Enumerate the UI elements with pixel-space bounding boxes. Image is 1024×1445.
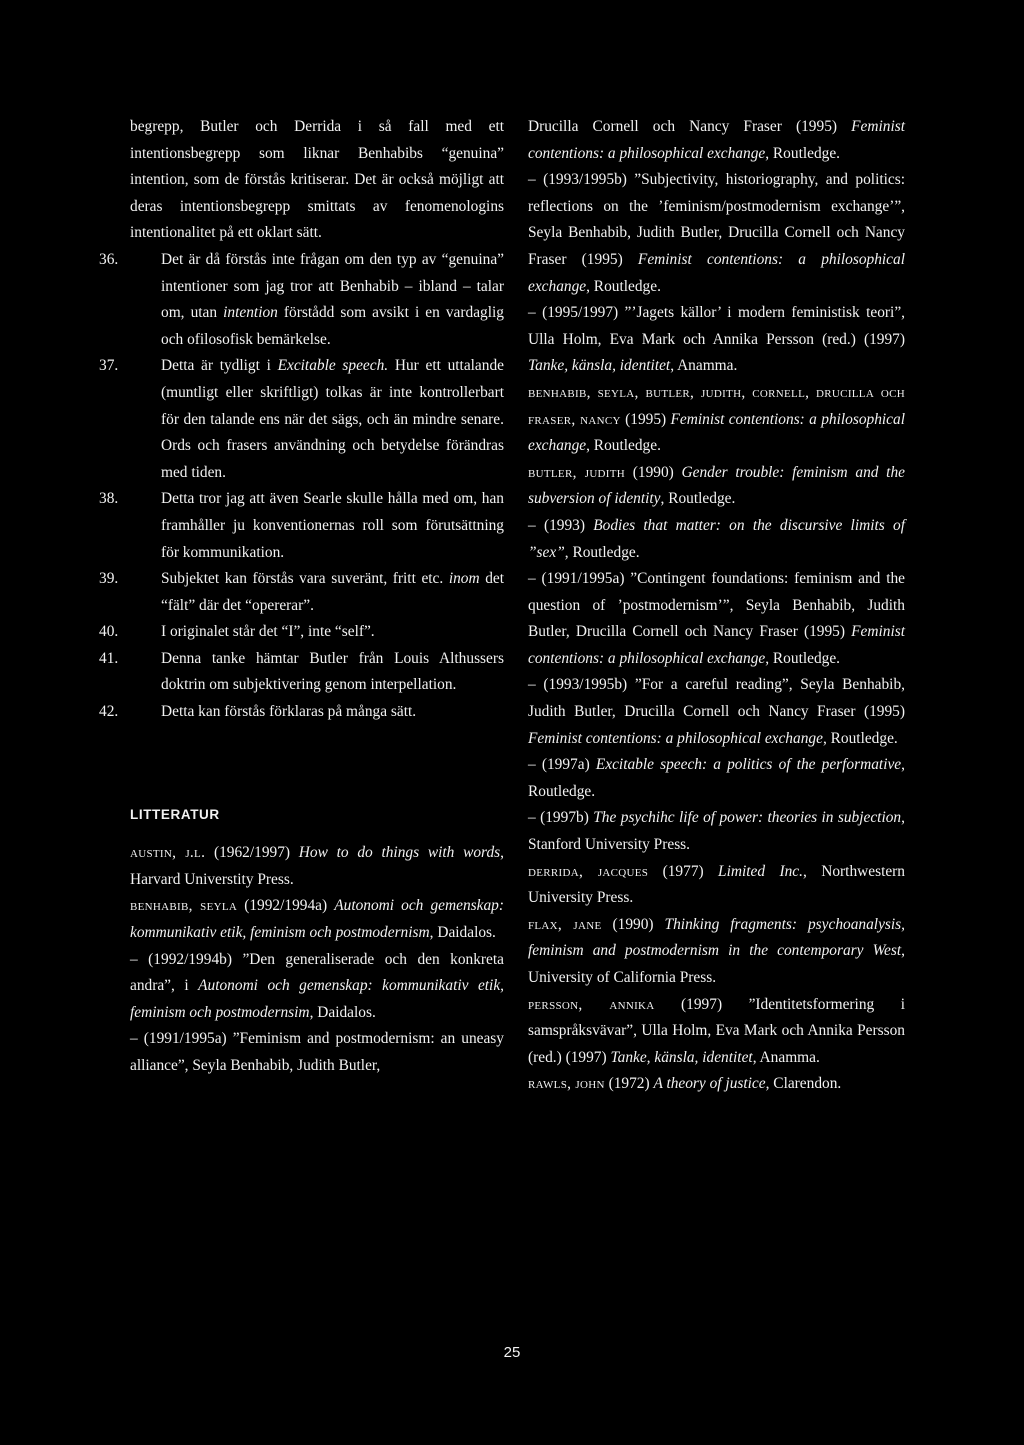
text-segment: , Routledge. xyxy=(660,490,736,508)
footnote-text xyxy=(161,650,504,694)
reference-entry xyxy=(528,912,905,992)
footnote-number: 41. xyxy=(99,649,119,667)
italic-title: How to do things with words xyxy=(298,844,501,862)
footnote-text xyxy=(161,357,504,480)
reference-entry xyxy=(528,992,905,1072)
text-segment: Detta är tydligt i xyxy=(161,357,278,375)
text-segment: , Routledge. xyxy=(822,729,898,747)
italic-title: Tanke, känsla, identitet xyxy=(610,1048,753,1066)
footnote-text xyxy=(161,490,504,560)
italic-title: Feminist contentions: a philosophical exchange xyxy=(528,250,905,295)
italic-title: Feminist contentions: a philosophical exchange xyxy=(528,410,905,455)
reference-entry xyxy=(528,380,905,460)
references-left xyxy=(130,840,504,1079)
italic-title: A theory of justice xyxy=(653,1075,766,1093)
footnote-text xyxy=(161,251,504,348)
author-name: benhabib, seyla xyxy=(130,897,238,915)
reference-entry xyxy=(528,672,905,752)
author-name: rawls, john xyxy=(528,1075,605,1093)
text-segment: förstådd som avsikt i en vardaglig och ofilosofisk bemärkelse. xyxy=(161,304,504,348)
italic-title: Feminist contentions: a philosophical exchange xyxy=(528,623,905,667)
text-segment: , Routledge. xyxy=(528,756,905,800)
text-segment: Detta kan förstås förklaras på många sätt. xyxy=(161,703,417,721)
footnote-number: 40. xyxy=(99,623,119,641)
text-segment: – (1991/1995a) ”Feminism and postmodernism: an uneasy alliance”, Seyla Benhabib, Judith Butler, xyxy=(130,1030,504,1074)
text-segment: , Anamma. xyxy=(670,357,738,375)
reference-entry xyxy=(528,513,905,566)
text-segment: , Daidalos. xyxy=(309,1003,376,1021)
italic-title: Feminist contentions: a philosophical exchange xyxy=(528,729,823,747)
text-segment: (1962/1997) xyxy=(205,844,299,862)
text-segment: Hur ett uttalande (muntligt eller skriftligt) tolkas är inte kontrollerbart för den talande ens när det sägs, och än mindre senare. Ords och frasers användning och betydelse förändras med tiden. xyxy=(161,357,504,481)
italic-title: Excitable speech: a politics of the performative xyxy=(595,756,902,774)
footnote-number: 39. xyxy=(99,570,119,588)
author-name: derrida, jacques xyxy=(528,862,649,880)
footnote-text xyxy=(161,570,504,614)
text-segment: , Routledge. xyxy=(586,437,661,455)
text-segment: Drucilla Cornell och Nancy Fraser (1995) xyxy=(528,118,852,135)
footnote-number: 36. xyxy=(99,250,119,268)
text-segment: – (1992/1994b) ”Den generaliserade och den konkreta andra”, i xyxy=(130,950,504,995)
footnote-number: 37. xyxy=(99,357,119,375)
italic-title: Autonomi och gemenskap: kommunikativ etik, feminism och postmodernsim xyxy=(130,977,505,1021)
author-name: flax, jane xyxy=(528,915,602,933)
text-segment: (1992/1994a) xyxy=(237,897,335,915)
text-segment: – (1995/1997) ”’Jagets källor’ i modern feministisk teori”, Ulla Holm, Eva Mark och Annika Persson (red.) (1997) xyxy=(528,304,905,348)
text-segment: (1990) xyxy=(625,463,682,481)
footnote-text xyxy=(161,703,416,720)
left-column xyxy=(99,114,505,1080)
text-segment: (1995) xyxy=(620,410,671,428)
footnote-text xyxy=(161,623,375,640)
reference-entry xyxy=(528,859,905,912)
reference-entry xyxy=(528,752,905,805)
text-segment: , Clarendon. xyxy=(765,1075,842,1093)
author-name: butler, judith xyxy=(528,463,626,481)
text-segment: – (1993/1995b) ”For a careful reading”, Seyla Benhabib, Judith Butler, Drucilla Cornell och Nancy Fraser (1995) xyxy=(528,676,905,721)
text-segment: , Anamma. xyxy=(752,1048,820,1066)
text-segment: Det är då förstås inte frågan om den typ av “genuina” intentioner som jag tror att Benhabib – ibland – talar om, utan xyxy=(161,250,504,322)
note-continuation: begrepp, Butler och Derrida i så fall med ett intentionsbegrepp som liknar Benhabibs “genuina” intention, som de förstås kritiserar. Det är också möjligt att deras intentionsbegrepp smittats av fenomenologins intentionalitet på ett oklart sätt. xyxy=(130,118,504,242)
text-segment: Denna tanke hämtar Butler från Louis Althussers doktrin om subjektivering genom interpellation. xyxy=(161,649,504,694)
text-segment: (1977) xyxy=(648,862,719,880)
page-number: 25 xyxy=(503,1344,521,1361)
text-segment: , Harvard Universtity Press. xyxy=(130,844,504,888)
notes-list xyxy=(99,247,504,726)
footnote xyxy=(99,566,504,619)
footnote-number: 38. xyxy=(99,490,119,508)
reference-entry xyxy=(130,893,504,946)
text-segment: I originalet står det “I”, inte “self”. xyxy=(161,623,375,641)
text-segment: (1972) xyxy=(604,1075,654,1093)
reference-entry xyxy=(528,167,905,300)
text-segment: , Routledge. xyxy=(586,277,661,295)
text-segment: – (1993) xyxy=(528,516,594,534)
reference-entry xyxy=(528,1071,905,1098)
author-name: austin, j.l. xyxy=(130,844,206,862)
author-name: benhabib, seyla, butler, judith, cornell, drucilla och fraser, nancy xyxy=(528,383,905,428)
literature-heading: LITTERATUR xyxy=(130,806,220,822)
text-segment: , University of California Press. xyxy=(528,942,905,986)
footnote xyxy=(99,699,504,726)
italic-title: Gender trouble: feminism and the subversion of identity xyxy=(528,463,905,508)
footnote xyxy=(99,646,504,699)
italic-title: The psychihc life of power: theories in subjection xyxy=(593,809,902,827)
text-segment: – (1991/1995a) ”Contingent foundations: feminism and the question of ’postmodernism’”, Seyla Benhabib, Judith Butler, Drucilla Cornell och Nancy Fraser (1995) xyxy=(528,570,905,641)
text-segment: , Routledge. xyxy=(765,144,841,162)
italic-title: Tanke, känsla, identitet xyxy=(528,357,671,375)
footnote xyxy=(99,247,504,353)
reference-entry xyxy=(528,300,905,380)
text-segment: Detta tror jag att även Searle skulle hålla med om, han framhåller ju konventionernas roll som förutsättning för kommunikation. xyxy=(161,490,504,561)
italic-title: Feminist contentions: a philosophical exchange xyxy=(528,118,905,162)
text-segment: (1990) xyxy=(601,915,665,933)
footnote xyxy=(99,353,504,486)
footnote xyxy=(99,486,504,566)
text-segment: – (1997a) xyxy=(528,756,596,774)
text-segment: Subjektet kan förstås vara suveränt, fritt etc. xyxy=(161,570,449,588)
footnote-number: 42. xyxy=(99,703,119,721)
reference-entry xyxy=(528,460,905,513)
reference-entry xyxy=(130,947,504,1027)
italic-title: Autonomi och gemenskap: kommunikativ etik, feminism och postmodernism xyxy=(130,897,504,942)
italic-title: Thinking fragments: psychoanalysis, feminism and postmodernism in the contemporary West xyxy=(528,915,906,960)
text-segment: (1997) ”Identitetsformering i samspråksvävar”, Ulla Holm, Eva Mark och Annika Persson (red.) (1997) xyxy=(528,995,905,1066)
references-right xyxy=(528,114,905,1098)
footnote xyxy=(99,619,504,646)
text-segment: det “fält” där det “opererar”. xyxy=(161,570,504,614)
text-segment: , Routledge. xyxy=(564,543,640,561)
text-segment: , Routledge. xyxy=(765,649,841,667)
author-name: persson, annika xyxy=(528,995,655,1013)
text-segment: – (1993/1995b) ”Subjectivity, historiography, and politics: reflections on the ’feminism/postmodernism exchange’”, Seyla Benhabib, Judith Butler, Drucilla Cornell och Nancy Fraser (1995) xyxy=(528,171,905,268)
italic-title: intention xyxy=(223,304,278,322)
reference-entry xyxy=(528,805,905,858)
reference-entry xyxy=(130,840,504,893)
reference-entry xyxy=(528,566,905,672)
reference-entry xyxy=(528,114,905,167)
reference-entry xyxy=(130,1026,504,1079)
text-segment: – (1997b) xyxy=(528,809,594,827)
right-column xyxy=(528,114,905,1098)
italic-title: Bodies that matter: on the discursive limits of ”sex” xyxy=(528,516,905,561)
text-segment: , Northwestern University Press. xyxy=(528,862,905,907)
italic-title: inom xyxy=(448,570,480,588)
italic-title: Limited Inc. xyxy=(718,862,803,880)
text-segment: , Daidalos. xyxy=(429,924,496,942)
text-segment: , Stanford University Press. xyxy=(528,809,905,854)
italic-title: Excitable speech. xyxy=(277,357,389,375)
